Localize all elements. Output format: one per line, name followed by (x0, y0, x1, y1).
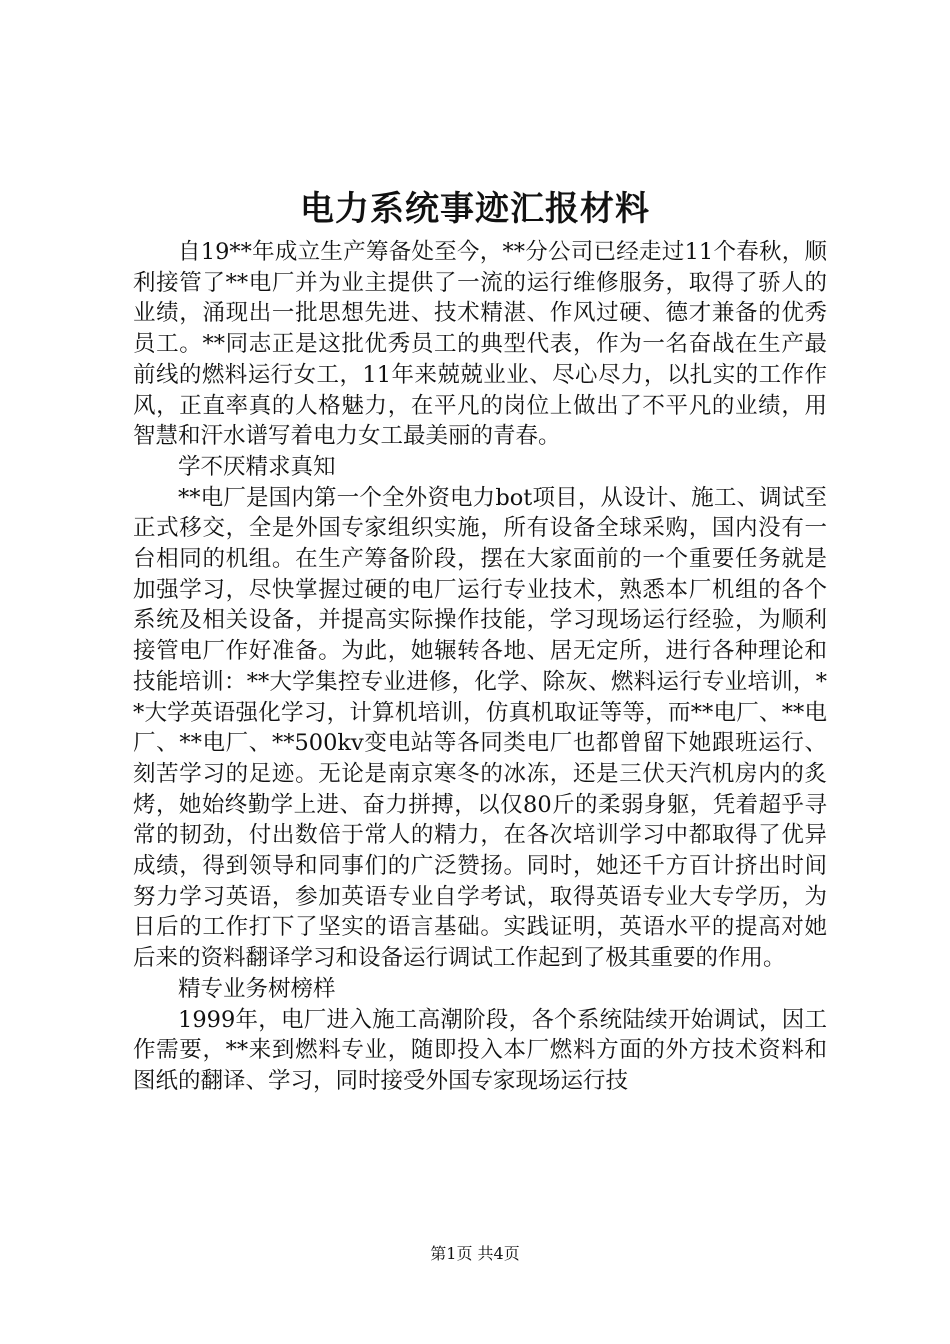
paragraph-study: **电厂是国内第一个全外资电力bot项目，从设计、施工、调试至正式移交，全是外国专家组织实施，所有设备全球采购，国内没有一台相同的机组。在生产筹备阶段，摆在大家面前的一个重要任务就是加强学习，尽快掌握过硬的电厂运行专业技术，熟悉本厂机组的各个系统及相关设备，并提高实际操作技能，学习现场运行经验，为顺利接管电厂作好准备。为此，她辗转各地、居无定所，进行各种理论和技能培训：**大学集控专业进修，化学、除灰、燃料运行专业培训，**大学英语强化学习，计算机培训，仿真机取证等等，而**电厂、**电厂、**电厂、**500kv变电站等各同类电厂也都曾留下她跟班运行、刻苦学习的足迹。无论是南京寒冬的冰冻，还是三伏天汽机房内的炙烤，她始终勤学上进、奋力拼搏，以仅80斤的柔弱身躯，凭着超乎寻常的韧劲，付出数倍于常人的精力，在各次培训学习中都取得了优异成绩，得到领导和同事们的广泛赞扬。同时，她还千方百计挤出时间努力学习英语，参加英语专业自学考试，取得英语专业大专学历，为日后的工作打下了坚实的语言基础。实践证明，英语水平的提高对她后来的资料翻译学习和设备运行调试工作起到了极其重要的作用。 (133, 484, 827, 972)
paragraph-intro: 自19**年成立生产筹备处至今，**分公司已经走过11个春秋，顺利接管了**电厂并为业主提供了一流的运行维修服务，取得了骄人的业绩，涌现出一批思想先进、技术精湛、作风过硬、德才兼备的优秀员工。**同志正是这批优秀员工的典型代表，作为一名奋战在生产最前线的燃料运行女工，11年来兢兢业业、尽心尽力，以扎实的工作作风，正直率真的人格魅力，在平凡的岗位上做出了不平凡的业绩，用智慧和汗水谱写着电力女工最美丽的青春。 (133, 239, 827, 450)
document-title: 电力系统事迹汇报材料 (300, 189, 650, 229)
page-number-footer: 第1页 共4页 (430, 1244, 520, 1263)
paragraph-expertise: 1999年，电厂进入施工高潮阶段，各个系统陆续开始调试，因工作需要，**来到燃料专业，随即投入本厂燃料方面的外方技术资料和图纸的翻译、学习，同时接受外国专家现场运行技 (133, 1006, 827, 1094)
section-heading-study: 学不厌精求真知 (178, 453, 336, 480)
document-body (133, 237, 827, 1097)
section-heading-expertise: 精专业务树榜样 (178, 975, 336, 1002)
